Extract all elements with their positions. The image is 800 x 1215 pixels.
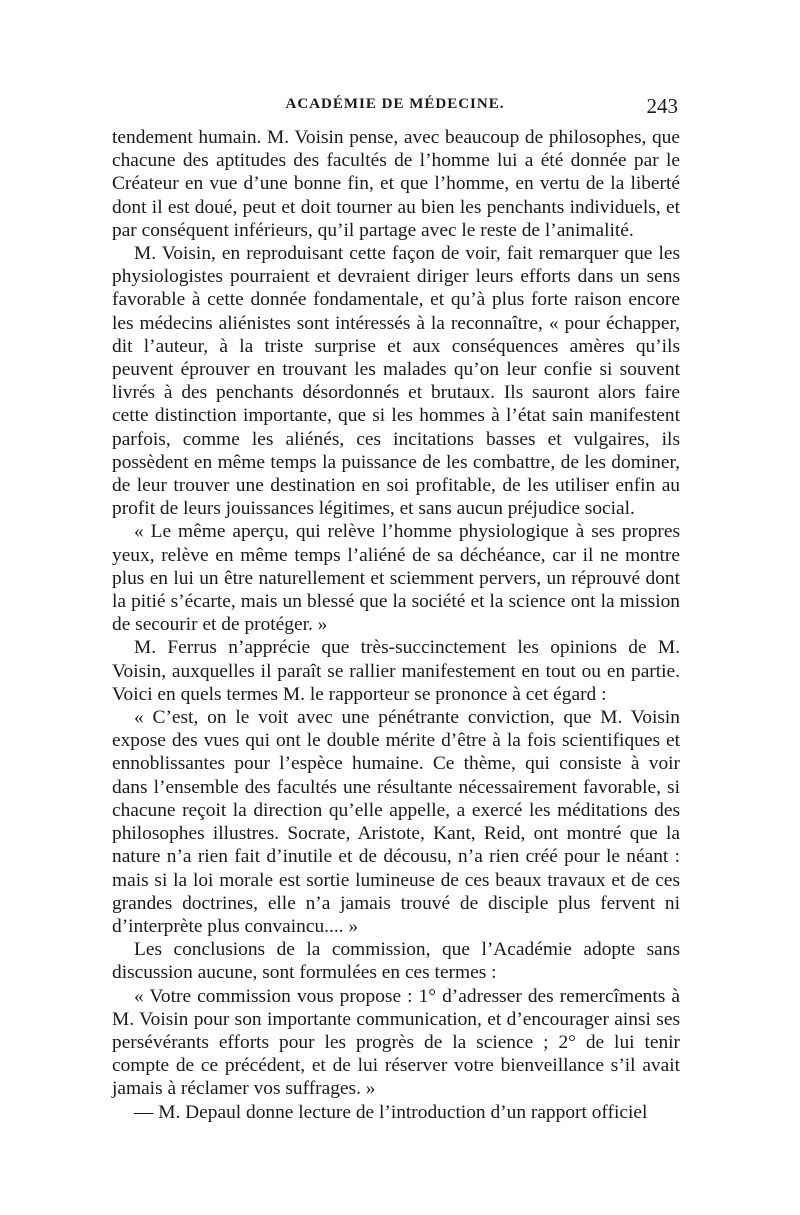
running-head: ACADÉMIE DE MÉDECINE. [285,96,505,112]
paragraph: M. Voisin, en reproduisant cette façon de voir, fait remarquer que les physiologistes pourraient et devraient diriger leurs efforts dans un sens favorable à cette donnée fondamentale, et qu’à plus forte raison encore les médecins aliénistes sont intéressés à la reconnaître, « pour échapper, dit l’auteur, à la triste surprise et aux conséquences amères qu’ils peuvent éprouver en trouvant les malades qu’on leur confie si souvent livrés à des penchants désordonnés et brutaux. Ils sauront alors faire cette distinction importante, que si les hommes à l’état sain manifestent parfois, comme les aliénés, ces incitations basses et vulgaires, ils possèdent en même temps la puissance de les combattre, de les dominer, de leur trouver une destination en soi profitable, de les utiliser enfin au profit de leurs jouissances légitimes, et sans aucun préjudice social. [112,243,680,520]
paragraph: « Votre commission vous propose : 1° d’adresser des remercîments à M. Voisin pour son importante communication, et d’encourager ainsi ses persévérants efforts pour les progrès de la science ; 2° de lui tenir compte de ce précédent, et de lui réserver votre bienveillance s’il avait jamais à réclamer vos suffrages. » [112,985,680,1100]
paragraph: tendement humain. M. Voisin pense, avec beaucoup de philosophes, que chacune des aptitudes des facultés de l’homme lui a été donnée par le Créateur en vue d’une bonne fin, et que l’homme, en vertu de la liberté dont il est doué, peut et doit tourner au bien les penchants individuels, et par conséquent inférieurs, qu’il partage avec le reste de l’animalité. [112,127,680,241]
paragraph: « C’est, on le voit avec une pénétrante conviction, que M. Voisin expose des vues qui ont le double mérite d’être à la fois scientifiques et ennoblissantes pour l’espèce humaine. Ce thème, qui consiste à voir dans l’ensemble des facultés une résultante nécessairement favorable, si chacune reçoit la direction qu’elle appelle, a exercé les méditations des philosophes illustres. Socrate, Aristote, Kant, Reid, ont montré que la nature n’a rien fait d’inutile et de décousu, n’a rien créé pour le néant : mais si la loi morale est sortie lumineuse de ces beaux travaux et de ces grandes doctrines, elle n’a jamais trouvé de disciple plus fervent ni d’interprète plus convaincu.... » [112,707,680,937]
paragraph: « Le même aperçu, qui relève l’homme physiologique à ses propres yeux, relève en même temps l’aliéné de sa déchéance, car il ne montre plus en lui un être naturellement et sciemment pervers, un réprouvé dont la pitié s’écarte, mais un blessé que la société et la science ont la mission de secourir et de protéger. » [112,521,680,636]
page-body [112,126,680,1124]
paragraph: — M. Depaul donne lecture de l’introduction d’un rapport officiel [134,1101,648,1123]
page-number: 243 [646,94,678,118]
paragraph: Les conclusions de la commission, que l’Académie adopte sans discussion aucune, sont formulées en ces termes : [112,939,680,984]
page-header [112,96,678,120]
paragraph: M. Ferrus n’apprécie que très-succinctement les opinions de M. Voisin, auxquelles il paraît se rallier manifestement en tout ou en partie. Voici en quels termes M. le rapporteur se prononce à cet égard : [112,637,680,705]
